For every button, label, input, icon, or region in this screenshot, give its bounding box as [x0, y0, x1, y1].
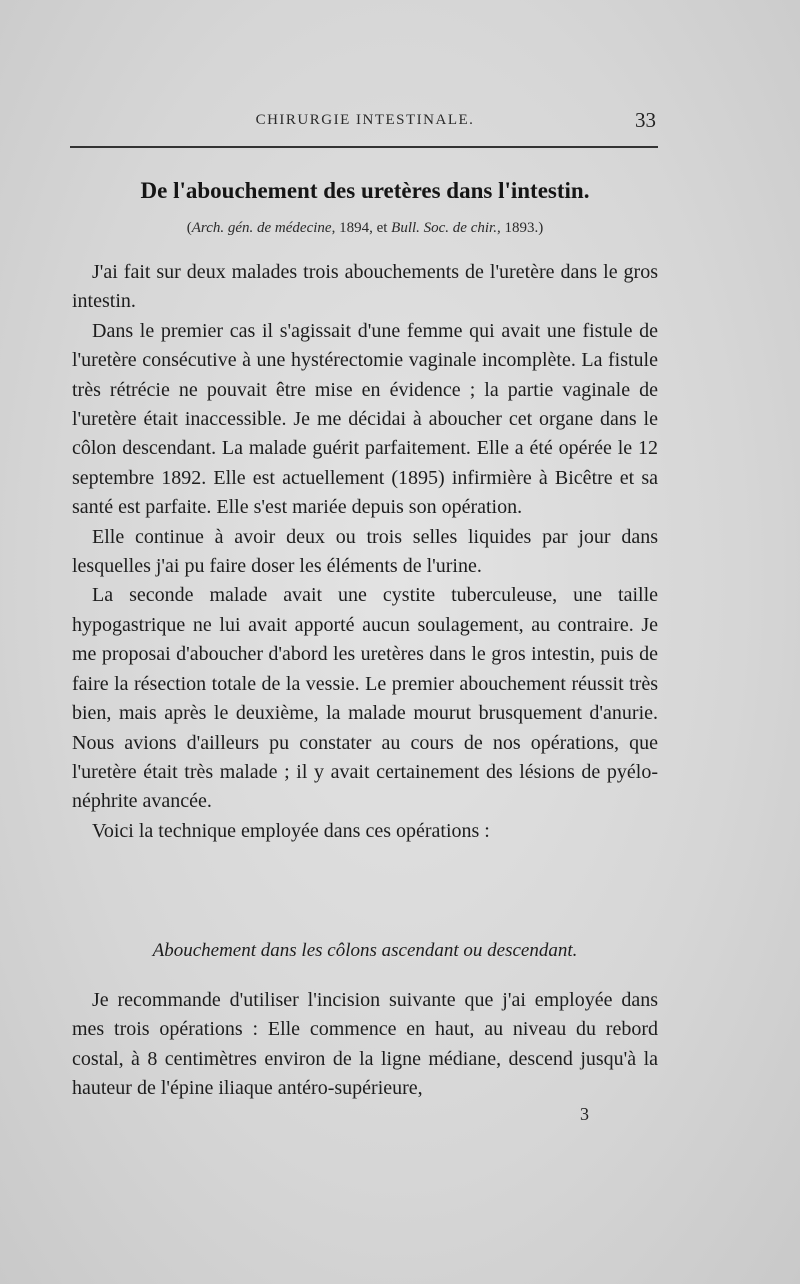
header-rule: [70, 146, 658, 148]
paragraph: J'ai fait sur deux malades trois abouchements de l'uretère dans le gros intestin.: [72, 261, 658, 313]
reference-journal-2: Bull. Soc. de chir.: [391, 220, 497, 236]
paragraph: Dans le premier cas il s'agissait d'une femme qui avait une fistule de l'uretère consécutive à une hystérectomie vaginale incomplète. La fistule très rétrécie ne pouvait être mise en évidence ; la partie vaginale de l'uretère était inaccessible. Je me décidai à aboucher cet organe dans le côlon descendant. La malade guérit parfaitement. Elle a été opérée le 12 septembre 1892. Elle est actuellement (1895) infirmière à Bicêtre et sa santé est parfaite. Elle s'est mariée depuis son opération.: [72, 319, 658, 519]
running-title: CHIRURGIE INTESTINALE.: [255, 112, 475, 128]
paragraph: La seconde malade avait une cystite tuberculeuse, une taille hypogastrique ne lui avait apporté aucun soulagement, au contraire. Je me proposai d'aboucher d'abord les uretères dans le gros intestin, puis de faire la résection totale de la vessie. Le premier abouchement réussit très bien, mais après le deuxième, la malade mourut brusquement d'anurie. Nous avions d'ailleurs pu constater au cours de nos opérations, que l'uretère était très malade ; il y avait certainement des lésions de pyélo-néphrite avancée.: [72, 584, 658, 813]
article-title: De l'abouchement des uretères dans l'intestin.: [140, 178, 590, 203]
signature-mark: 3: [580, 1104, 589, 1124]
reference-year-2: , 1893.): [496, 220, 544, 236]
reference-year-1: , 1894, et: [331, 220, 392, 236]
page-number: 33: [635, 108, 656, 132]
running-head: [70, 108, 660, 132]
reference-journal-1: Arch. gén. de médecine: [191, 220, 332, 236]
paragraph: Voici la technique employée dans ces opérations :: [92, 819, 490, 842]
reference-open: (: [186, 220, 192, 236]
paragraph: Je recommande d'utiliser l'incision suivante que j'ai employée dans mes trois opérations : Elle commence en haut, au niveau du rebord costal, à 8 centimètres environ de la ligne médiane, descend jusqu'à la hauteur de l'épine iliaque antéro-supérieure,: [72, 989, 658, 1100]
article-reference: [70, 220, 660, 237]
article-body: [72, 258, 658, 846]
article-body-continued: [72, 986, 658, 1104]
section-subheading: Abouchement dans les côlons ascendant ou descendant.: [152, 940, 578, 961]
paragraph: Elle continue à avoir deux ou trois selles liquides par jour dans lesquelles j'ai pu faire doser les éléments de l'urine.: [72, 525, 658, 578]
